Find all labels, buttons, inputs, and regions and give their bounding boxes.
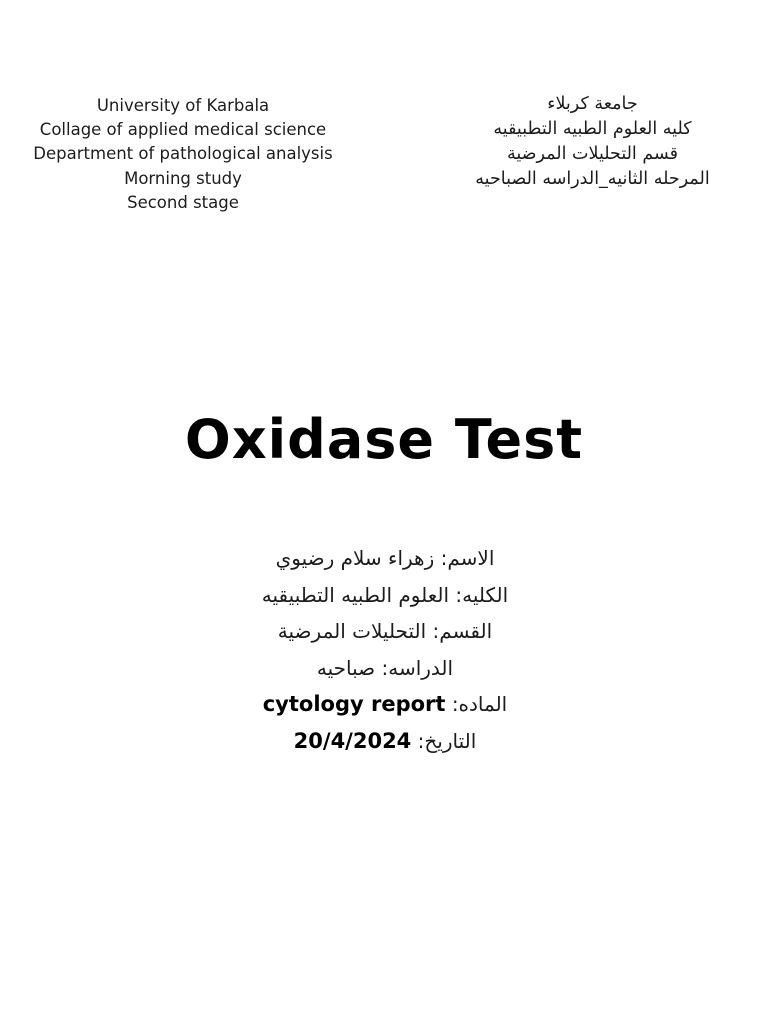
arabic-header	[430, 92, 755, 192]
stage: Second stage	[127, 192, 239, 212]
date-value: 20/4/2024	[293, 728, 412, 753]
department-value: التحليلات المرضية	[277, 619, 427, 643]
study-type: Morning study	[124, 168, 242, 188]
date-row	[170, 723, 600, 760]
study-label: الدراسه:	[381, 655, 454, 680]
name-value: زهراء سلام رضيوي	[275, 546, 435, 570]
department-row	[170, 613, 600, 650]
stage-study-ar: المرحله الثانيه_الدراسه الصباحيه	[475, 169, 710, 189]
name-label: الاسم:	[440, 546, 495, 570]
college-name: Collage of applied medical science	[39, 120, 327, 140]
study-value: صباحيه	[316, 655, 376, 680]
college-name-ar: كليه العلوم الطبيه التطبيقيه	[493, 119, 692, 139]
subject-row	[170, 686, 600, 723]
college-label: الكليه:	[455, 582, 509, 607]
english-header	[18, 94, 348, 215]
department-name: Department of pathological analysis	[33, 144, 333, 164]
subject-value: cytology report	[262, 692, 446, 716]
college-value: العلوم الطبيه التطبيقيه	[261, 582, 450, 607]
study-row	[170, 650, 600, 687]
department-label: القسم:	[432, 619, 493, 643]
name-row	[170, 540, 600, 577]
university-name: University of Karbala	[96, 96, 270, 115]
date-label: التاريخ:	[417, 728, 477, 753]
college-row	[170, 577, 600, 614]
subject-label: الماده:	[451, 692, 508, 716]
student-info	[170, 540, 600, 759]
university-name-ar: جامعة كربلاء	[547, 94, 638, 114]
department-name-ar: قسم التحليلات المرضية	[506, 144, 678, 164]
document-title: Oxidase Test	[184, 408, 584, 471]
